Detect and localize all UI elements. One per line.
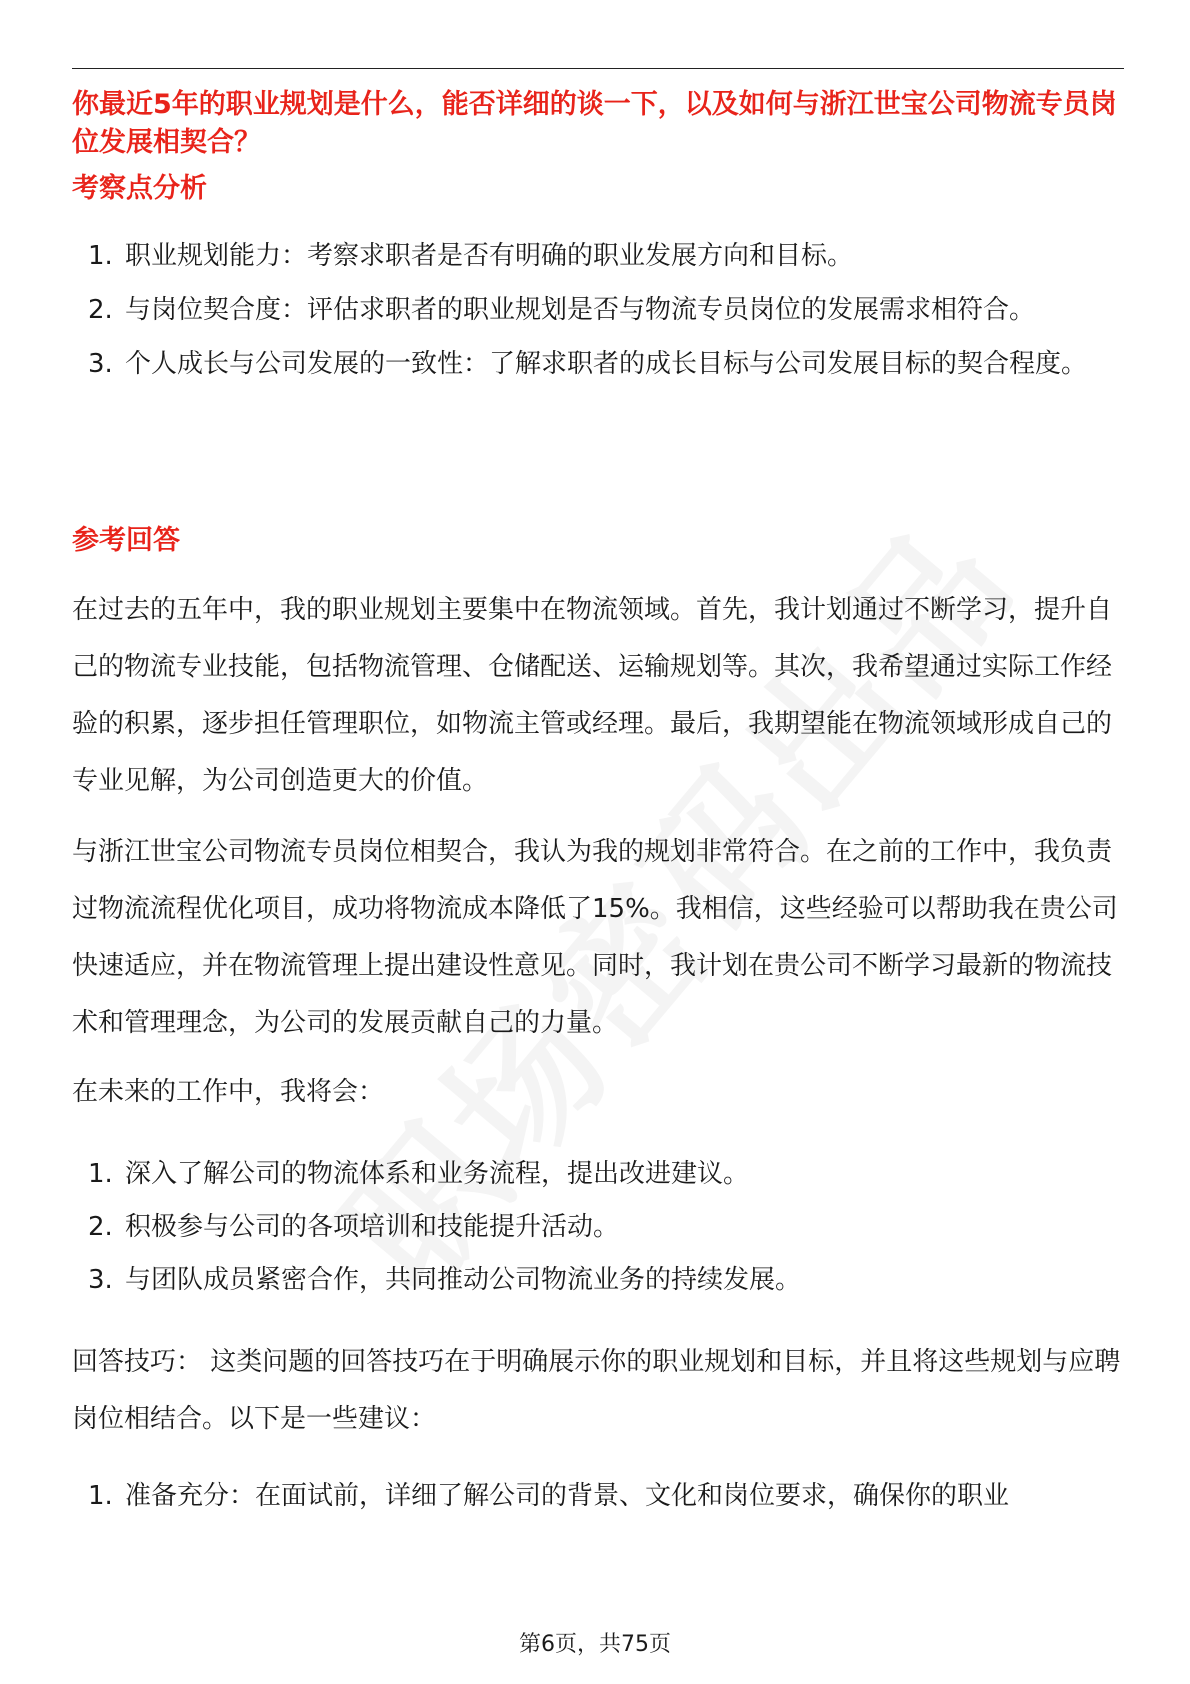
- list-text: 个人成长与公司发展的一致性：了解求职者的成长目标与公司发展目标的契合程度。: [125, 349, 1088, 379]
- answer-heading: 参考回答: [72, 525, 180, 556]
- list-text: 准备充分：在面试前，详细了解公司的背景、文化和岗位要求，确保你的职业: [125, 1481, 1010, 1511]
- answer-paragraph-2: 与浙江世宝公司物流专员岗位相契合，我认为我的规划非常符合。在之前的工作中，我负责过物流流程优化项目，成功将物流成本降低了15%。我相信，这些经验可以帮助我在贵公司快速适应，并在物流管理上提出建设性意见。同时，我计划在贵公司不断学习最新的物流技术和管理理念，为公司的发展贡献自己的力量。: [72, 837, 1118, 1038]
- list-item: [72, 1146, 1132, 1203]
- list-item: [72, 282, 1132, 339]
- question-title: 你最近5年的职业规划是什么，能否详细的谈一下，以及如何与浙江世宝公司物流专员岗位发展相契合？: [72, 89, 1117, 158]
- answer-paragraph-3: 在未来的工作中，我将会：: [72, 1077, 385, 1107]
- list-item: [72, 228, 1132, 285]
- list-text: 与团队成员紧密合作，共同推动公司物流业务的持续发展。: [125, 1265, 802, 1295]
- answer-tips: 回答技巧： 这类问题的回答技巧在于明确展示你的职业规划和目标，并且将这些规划与应聘岗位相结合。以下是一些建议：: [72, 1347, 1121, 1434]
- list-number: 2.: [88, 295, 113, 325]
- list-text: 与岗位契合度：评估求职者的职业规划是否与物流专员岗位的发展需求相符合。: [125, 295, 1036, 325]
- list-item: [72, 1468, 1132, 1525]
- list-item: [72, 1199, 1132, 1256]
- answer-paragraph-1: 在过去的五年中，我的职业规划主要集中在物流领域。首先，我计划通过不断学习，提升自己的物流专业技能，包括物流管理、仓储配送、运输规划等。其次，我希望通过实际工作经验的积累，逐步担任管理职位，如物流主管或经理。最后，我期望能在物流领域形成自己的专业见解，为公司创造更大的价值。: [72, 595, 1113, 796]
- list-number: 1.: [88, 241, 113, 271]
- list-number: 2.: [88, 1212, 113, 1242]
- list-text: 职业规划能力：考察求职者是否有明确的职业发展方向和目标。: [125, 241, 854, 271]
- list-number: 3.: [88, 349, 113, 379]
- list-text: 积极参与公司的各项培训和技能提升活动。: [125, 1212, 620, 1242]
- list-text: 深入了解公司的物流体系和业务流程，提出改进建议。: [125, 1159, 750, 1189]
- header-rule: [72, 68, 1124, 69]
- tips-list: [72, 1468, 1132, 1525]
- list-number: 1.: [88, 1481, 113, 1511]
- list-number: 1.: [88, 1159, 113, 1189]
- future-list: [72, 1146, 1132, 1309]
- analysis-list: [72, 228, 1132, 393]
- list-number: 3.: [88, 1265, 113, 1295]
- page-footer: 第6页，共75页: [519, 1632, 671, 1657]
- list-item: [72, 1252, 1132, 1309]
- analysis-heading: 考察点分析: [72, 173, 207, 204]
- list-item: [72, 336, 1132, 393]
